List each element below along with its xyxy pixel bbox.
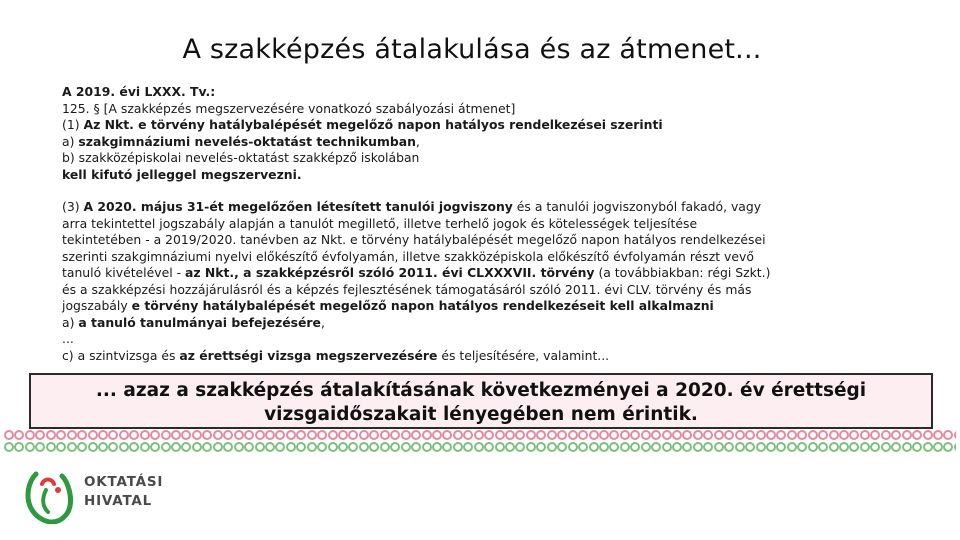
divider-circle (422, 430, 432, 440)
divider-circle (474, 442, 484, 452)
text-line (62, 265, 922, 282)
divider-circle (923, 430, 933, 440)
divider-circle (735, 430, 745, 440)
text-segment: 125. § [A szakképzés megszervezésére vonatkozó szabályozási átmenet] (62, 100, 516, 116)
divider-circle (818, 442, 828, 452)
divider-circle (536, 430, 546, 440)
divider-circle (912, 430, 922, 440)
divider-circle (442, 442, 452, 452)
divider-circle (328, 430, 338, 440)
text-segment: A 2020. május 31-ét megelőzően létesített tanulói jogviszony (83, 199, 513, 214)
divider-circle (129, 430, 139, 440)
divider-circle (547, 442, 557, 452)
text-segment: A 2019. évi LXXX. Tv.: (62, 84, 216, 99)
divider-circle (46, 442, 56, 452)
divider-circle (526, 430, 536, 440)
divider-circle (35, 430, 45, 440)
divider-circle (870, 442, 880, 452)
divider-circle (129, 442, 139, 452)
divider-circle (255, 430, 265, 440)
divider-circle (891, 430, 901, 440)
divider-circle (787, 442, 797, 452)
text-segment: tanuló kivételével - (62, 265, 185, 280)
divider-circle (881, 430, 891, 440)
text-line (62, 348, 922, 365)
divider-circle (234, 430, 244, 440)
divider-circle (161, 442, 171, 452)
divider-circle (432, 430, 442, 440)
divider-circle (317, 430, 327, 440)
divider-circle (88, 442, 98, 452)
text-segment: ... (62, 331, 74, 346)
divider-circle (933, 430, 943, 440)
divider-circle (682, 442, 692, 452)
divider-circle (829, 430, 839, 440)
text-segment: az Nkt., a szakképzésről szóló 2011. évi CLXXXVII. törvény (185, 265, 595, 280)
text-line (62, 134, 922, 151)
divider-circle (108, 442, 118, 452)
divider-circle (495, 442, 505, 452)
divider-circle (902, 442, 912, 452)
divider-circle (651, 442, 661, 452)
divider-circle (119, 430, 129, 440)
text-line (62, 315, 922, 332)
text-line (62, 84, 922, 101)
divider-circle (891, 442, 901, 452)
divider-circle (495, 430, 505, 440)
divider-circle (515, 430, 525, 440)
divider-circle (766, 442, 776, 452)
divider-circle (651, 430, 661, 440)
divider-row-pink (4, 430, 956, 441)
divider-circle (766, 430, 776, 440)
divider-circle (839, 430, 849, 440)
divider-circle (390, 442, 400, 452)
divider-circle (609, 442, 619, 452)
divider-circle (776, 430, 786, 440)
text-segment: , (415, 133, 420, 149)
divider-circle (202, 442, 212, 452)
text-segment: kell kifutó jelleggel megszervezni. (62, 166, 302, 182)
divider-circle (860, 442, 870, 452)
divider-circle (703, 442, 713, 452)
divider-circle (140, 442, 150, 452)
text-segment: szakgimnáziumi nevelés-oktatást technikumban (78, 133, 416, 149)
divider-circle (923, 442, 933, 452)
divider-row-green (4, 442, 956, 453)
divider-circle (4, 430, 14, 440)
divider-circle (787, 430, 797, 440)
divider-circle (150, 430, 160, 440)
divider-circle (943, 430, 953, 440)
text-line (62, 199, 922, 216)
divider-circle (620, 430, 630, 440)
divider-circle (839, 442, 849, 452)
divider-circle (630, 430, 640, 440)
text-segment: jogszabály (62, 298, 132, 313)
conclusion-line-2: vizsgaidőszakait lényegében nem érintik. (264, 404, 698, 425)
divider-circle (463, 430, 473, 440)
divider-circle (67, 430, 77, 440)
divider-circle (255, 442, 265, 452)
divider-circle (359, 442, 369, 452)
divider-circle (348, 430, 358, 440)
divider-circle (463, 442, 473, 452)
divider-circle (317, 442, 327, 452)
divider-circle (536, 442, 546, 452)
conclusion-box (29, 373, 933, 429)
divider-circle (568, 442, 578, 452)
divider-circle (797, 442, 807, 452)
text-line (62, 282, 922, 299)
divider-circle (338, 442, 348, 452)
text-segment: és teljesítésére, valamint... (437, 347, 610, 363)
divider-circle (630, 442, 640, 452)
divider-circle (797, 430, 807, 440)
divider-circle (849, 430, 859, 440)
divider-circle (954, 442, 956, 452)
divider-circle (745, 442, 755, 452)
divider-circle (213, 442, 223, 452)
divider-circle (515, 442, 525, 452)
divider-circle (202, 430, 212, 440)
text-segment: (a továbbiakban: régi Szkt.) (594, 265, 771, 280)
divider-circle (442, 430, 452, 440)
divider-circle (422, 442, 432, 452)
text-line (62, 117, 922, 134)
divider-circle (265, 442, 275, 452)
divider-circle (14, 430, 24, 440)
logo-text (84, 473, 163, 510)
divider-circle (933, 442, 943, 452)
divider-circle (578, 442, 588, 452)
text-segment: (1) (62, 117, 84, 132)
divider-circle (641, 442, 651, 452)
divider-circle (401, 430, 411, 440)
divider-circle (359, 430, 369, 440)
divider-circle (808, 430, 818, 440)
divider-circle (108, 430, 118, 440)
divider-circle (547, 430, 557, 440)
divider-circle (223, 430, 233, 440)
divider-circle (599, 442, 609, 452)
divider-circle (411, 430, 421, 440)
divider-circle (568, 430, 578, 440)
divider-circle (119, 442, 129, 452)
divider-circle (328, 442, 338, 452)
divider-circle (724, 430, 734, 440)
divider-circle (380, 430, 390, 440)
divider-circle (244, 430, 254, 440)
divider-circle (662, 442, 672, 452)
divider-circle (954, 430, 956, 440)
divider-circle (682, 430, 692, 440)
divider-circle (943, 442, 953, 452)
divider-circle (88, 430, 98, 440)
divider-circle (589, 442, 599, 452)
divider-circle (714, 442, 724, 452)
divider-circle (25, 430, 35, 440)
divider-circle (912, 442, 922, 452)
divider-circle (484, 442, 494, 452)
divider-circle (808, 442, 818, 452)
text-segment: a) (62, 133, 79, 149)
divider-circle (453, 442, 463, 452)
text-line (62, 232, 922, 249)
divider-circle (557, 442, 567, 452)
divider-circle (286, 442, 296, 452)
legal-text (62, 84, 922, 364)
divider-circle (275, 430, 285, 440)
divider-circle (870, 430, 880, 440)
text-segment: , (320, 314, 325, 330)
text-segment: (3) (62, 199, 84, 214)
divider-circle (589, 430, 599, 440)
divider-circle (557, 430, 567, 440)
divider-circle (98, 442, 108, 452)
divider-circle (213, 430, 223, 440)
text-line (62, 167, 922, 184)
text-segment: Az Nkt. e törvény hatálybalépését megelőző napon hatályos rendelkezései szerinti (83, 117, 663, 132)
divider-circle (77, 442, 87, 452)
logo-line-1: OKTATÁSI (84, 474, 164, 490)
divider-circle (672, 442, 682, 452)
text-line (62, 331, 922, 348)
divider-circle (56, 442, 66, 452)
text-segment: az érettségi vizsga megszervezésére (179, 347, 438, 363)
divider-circle (244, 442, 254, 452)
divider-circle (578, 430, 588, 440)
divider-circle (296, 430, 306, 440)
divider-circle (714, 430, 724, 440)
divider-circle (77, 430, 87, 440)
text-line (62, 216, 922, 233)
text-line (62, 150, 922, 167)
divider-circle (25, 442, 35, 452)
text-line (62, 249, 922, 266)
divider-circle (756, 442, 766, 452)
divider-circle (641, 430, 651, 440)
divider-circle (369, 442, 379, 452)
text-segment: szerinti szakgimnáziumi nyelvi előkészítő évfolyamán, illetve szakközépiskola előkészítő évfolyamán részt vevő (62, 248, 754, 264)
divider-circle (526, 442, 536, 452)
text-segment: c) a szintvizsga és (62, 347, 180, 363)
divider-circle (140, 430, 150, 440)
divider-circle (307, 430, 317, 440)
divider-circle (401, 442, 411, 452)
divider-circle (745, 430, 755, 440)
divider-circle (161, 430, 171, 440)
divider-circle (380, 442, 390, 452)
divider-circle (703, 430, 713, 440)
divider-circle (181, 442, 191, 452)
text-segment: arra tekintettel jogszabály alapján a tanulót megillető, illetve terhelő jogok és kötelességek teljesítése (62, 215, 698, 231)
divider-circle (849, 442, 859, 452)
decorative-divider (4, 430, 956, 454)
divider-circle (98, 430, 108, 440)
divider-circle (693, 430, 703, 440)
text-segment: a tanuló tanulmányai befejezésére (78, 314, 321, 330)
text-segment: és a tanulói jogviszonyból fakadó, vagy (512, 199, 762, 214)
slide-title: A szakképzés átalakulása és az átmenet... (182, 34, 762, 65)
divider-circle (484, 430, 494, 440)
divider-circle (432, 442, 442, 452)
text-segment: tekintetében - a 2019/2020. tanévben az Nkt. e törvény hatálybalépését megelőző napon hatályos rendelkezései (62, 232, 766, 247)
divider-circle (150, 442, 160, 452)
divider-circle (860, 430, 870, 440)
divider-circle (776, 442, 786, 452)
divider-circle (818, 430, 828, 440)
paragraph-gap (62, 183, 922, 199)
divider-circle (296, 442, 306, 452)
divider-circle (599, 430, 609, 440)
divider-circle (171, 430, 181, 440)
divider-circle (67, 442, 77, 452)
text-line (62, 298, 922, 315)
divider-circle (609, 430, 619, 440)
divider-circle (453, 430, 463, 440)
divider-circle (390, 430, 400, 440)
divider-circle (192, 442, 202, 452)
divider-circle (411, 442, 421, 452)
conclusion-line-1: ... azaz a szakképzés átalakításának következményei a 2020. év érettségi (95, 380, 867, 401)
divider-circle (338, 430, 348, 440)
divider-circle (223, 442, 233, 452)
divider-circle (35, 442, 45, 452)
divider-circle (192, 430, 202, 440)
divider-circle (724, 442, 734, 452)
text-segment: e törvény hatálybalépését megelőző napon hatályos rendelkezéseit kell alkalmazni (131, 298, 714, 313)
divider-circle (46, 430, 56, 440)
text-line (62, 101, 922, 118)
divider-circle (672, 430, 682, 440)
divider-circle (14, 442, 24, 452)
text-segment: és a szakképzési hozzájárulásról és a képzés fejlesztésének támogatásáról szóló 2011. évi CLV. törvény és más (62, 281, 752, 297)
text-segment: b) szakközépiskolai nevelés-oktatást szakképző iskolában (62, 150, 420, 165)
divider-circle (693, 442, 703, 452)
divider-circle (348, 442, 358, 452)
divider-circle (735, 442, 745, 452)
divider-circle (662, 430, 672, 440)
divider-circle (56, 430, 66, 440)
divider-circle (275, 442, 285, 452)
divider-circle (265, 430, 275, 440)
divider-circle (620, 442, 630, 452)
divider-circle (234, 442, 244, 452)
divider-circle (829, 442, 839, 452)
divider-circle (881, 442, 891, 452)
divider-circle (902, 430, 912, 440)
text-segment: a) (62, 314, 79, 330)
divider-circle (369, 430, 379, 440)
divider-circle (505, 442, 515, 452)
divider-circle (286, 430, 296, 440)
divider-circle (307, 442, 317, 452)
paragraph-125-1 (62, 84, 922, 183)
divider-circle (756, 430, 766, 440)
paragraph-125-3 (62, 199, 922, 364)
divider-circle (4, 442, 14, 452)
divider-circle (171, 442, 181, 452)
divider-circle (181, 430, 191, 440)
divider-circle (505, 430, 515, 440)
logo-line-2: HIVATAL (84, 492, 153, 509)
divider-circle (474, 430, 484, 440)
